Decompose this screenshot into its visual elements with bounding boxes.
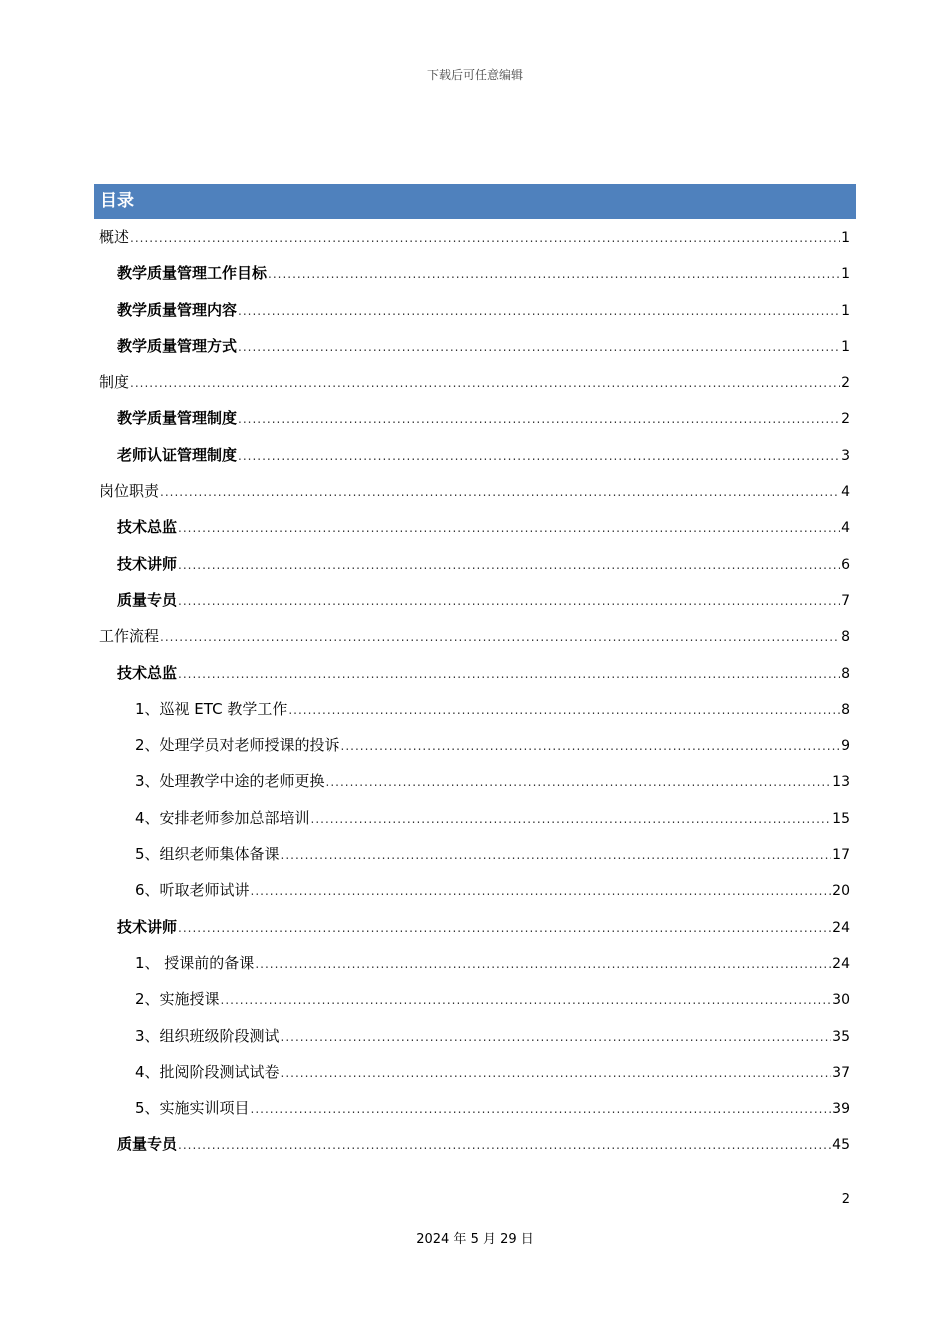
toc-dot-leader xyxy=(178,1127,831,1162)
toc-entry[interactable] xyxy=(99,328,850,364)
table-of-contents xyxy=(99,219,850,1163)
toc-entry-page: 8 xyxy=(841,629,850,646)
toc-dot-leader xyxy=(341,728,841,763)
toc-entry-page: 1 xyxy=(841,266,850,283)
toc-entry-title: 岗位职责 xyxy=(99,482,160,501)
toc-entry[interactable] xyxy=(99,836,850,872)
toc-entry[interactable] xyxy=(99,1090,850,1126)
toc-entry-page: 13 xyxy=(832,774,850,791)
toc-dot-leader xyxy=(251,1091,832,1126)
toc-entry-page: 24 xyxy=(832,919,850,936)
toc-entry-title: 质量专员 xyxy=(117,1135,178,1154)
toc-entry-page: 1 xyxy=(841,302,850,319)
toc-entry[interactable] xyxy=(99,763,850,799)
toc-dot-leader xyxy=(130,365,840,400)
toc-entry[interactable] xyxy=(99,437,850,473)
toc-dot-leader xyxy=(238,293,840,328)
toc-entry[interactable] xyxy=(99,509,850,545)
toc-entry-page: 8 xyxy=(841,701,850,718)
toc-entry-title: 技术讲师 xyxy=(117,554,178,573)
toc-dot-leader xyxy=(255,946,831,981)
toc-entry-page: 1 xyxy=(841,338,850,355)
toc-dot-leader xyxy=(238,438,840,473)
toc-entry[interactable] xyxy=(99,255,850,291)
toc-entry[interactable] xyxy=(99,618,850,654)
page-number: 2 xyxy=(841,1192,850,1207)
toc-entry-title: 6、听取老师试讲 xyxy=(135,881,250,900)
toc-entry-page: 30 xyxy=(832,992,850,1009)
toc-dot-leader xyxy=(288,692,840,727)
toc-entry[interactable] xyxy=(99,727,850,763)
toc-entry[interactable] xyxy=(99,981,850,1017)
toc-entry-title: 工作流程 xyxy=(99,627,160,646)
toc-entry-page: 24 xyxy=(832,955,850,972)
toc-entry-title: 制度 xyxy=(99,373,130,392)
toc-entry-page: 20 xyxy=(832,883,850,900)
toc-entry[interactable] xyxy=(99,800,850,836)
toc-dot-leader xyxy=(268,256,840,291)
toc-dot-leader xyxy=(326,764,832,799)
toc-entry-page: 3 xyxy=(841,447,850,464)
toc-entry-title: 技术总监 xyxy=(117,518,178,537)
toc-entry-page: 6 xyxy=(841,556,850,573)
toc-dot-leader xyxy=(238,329,840,364)
toc-entry-title: 4、批阅阶段测试试卷 xyxy=(135,1062,280,1081)
toc-entry-page: 45 xyxy=(832,1137,850,1154)
toc-dot-leader xyxy=(160,474,840,509)
toc-entry-title: 1、巡视 ETC 教学工作 xyxy=(135,699,288,718)
toc-entry-page: 15 xyxy=(832,810,850,827)
toc-entry-title: 3、组织班级阶段测试 xyxy=(135,1026,280,1045)
toc-entry-title: 教学质量管理内容 xyxy=(117,300,238,319)
toc-entry[interactable] xyxy=(99,473,850,509)
toc-entry-title: 技术讲师 xyxy=(117,917,178,936)
toc-entry-title: 教学质量管理方式 xyxy=(117,336,238,355)
toc-entry[interactable] xyxy=(99,1126,850,1162)
toc-entry-title: 概述 xyxy=(99,228,130,246)
toc-title: 目录 xyxy=(94,184,856,219)
toc-entry-page: 37 xyxy=(832,1064,850,1081)
toc-entry-title: 1、 授课前的备课 xyxy=(135,953,255,972)
toc-entry-page: 2 xyxy=(841,375,850,392)
toc-entry-title: 技术总监 xyxy=(117,663,178,682)
toc-entry[interactable] xyxy=(99,945,850,981)
toc-entry-title: 5、组织老师集体备课 xyxy=(135,845,280,864)
toc-entry[interactable] xyxy=(99,691,850,727)
toc-dot-leader xyxy=(221,982,832,1017)
toc-dot-leader xyxy=(311,801,832,836)
toc-entry-title: 教学质量管理制度 xyxy=(117,409,238,428)
toc-entry-title: 教学质量管理工作目标 xyxy=(117,264,268,283)
header-note: 下载后可任意编辑 xyxy=(426,68,523,82)
toc-entry-page: 17 xyxy=(832,847,850,864)
toc-dot-leader xyxy=(178,510,840,545)
toc-entry[interactable] xyxy=(99,1054,850,1090)
toc-entry-page: 7 xyxy=(841,592,850,609)
toc-entry-page: 8 xyxy=(841,665,850,682)
toc-entry-page: 4 xyxy=(841,520,850,537)
toc-entry[interactable] xyxy=(99,1018,850,1054)
toc-dot-leader xyxy=(178,656,840,691)
toc-dot-leader xyxy=(178,910,831,945)
toc-entry-page: 39 xyxy=(832,1101,850,1118)
toc-dot-leader xyxy=(281,837,832,872)
toc-dot-leader xyxy=(130,220,840,255)
toc-entry[interactable] xyxy=(99,400,850,436)
toc-entry-page: 35 xyxy=(832,1028,850,1045)
toc-entry-page: 1 xyxy=(841,230,850,246)
footer-date: 2024 年 5 月 29 日 xyxy=(416,1232,534,1247)
toc-entry-page: 4 xyxy=(841,484,850,501)
toc-entry-page: 9 xyxy=(841,738,850,755)
toc-entry-page: 2 xyxy=(841,411,850,428)
toc-entry[interactable] xyxy=(99,909,850,945)
toc-entry[interactable] xyxy=(99,292,850,328)
toc-dot-leader xyxy=(238,401,840,436)
toc-entry[interactable] xyxy=(99,655,850,691)
toc-entry[interactable] xyxy=(99,872,850,908)
toc-dot-leader xyxy=(160,619,840,654)
toc-dot-leader xyxy=(251,873,832,908)
toc-entry-title: 2、处理学员对老师授课的投诉 xyxy=(135,736,340,755)
toc-entry[interactable] xyxy=(99,364,850,400)
toc-entry[interactable] xyxy=(99,546,850,582)
toc-dot-leader xyxy=(281,1055,832,1090)
toc-dot-leader xyxy=(281,1019,832,1054)
toc-entry-title: 3、处理教学中途的老师更换 xyxy=(135,772,325,791)
toc-entry[interactable] xyxy=(99,582,850,618)
toc-dot-leader xyxy=(178,547,840,582)
toc-dot-leader xyxy=(178,583,840,618)
toc-entry[interactable] xyxy=(99,219,850,255)
toc-entry-title: 老师认证管理制度 xyxy=(117,445,238,464)
toc-entry-title: 5、实施实训项目 xyxy=(135,1099,250,1118)
toc-entry-title: 4、安排老师参加总部培训 xyxy=(135,808,310,827)
toc-entry-title: 2、实施授课 xyxy=(135,990,220,1009)
toc-entry-title: 质量专员 xyxy=(117,590,178,609)
